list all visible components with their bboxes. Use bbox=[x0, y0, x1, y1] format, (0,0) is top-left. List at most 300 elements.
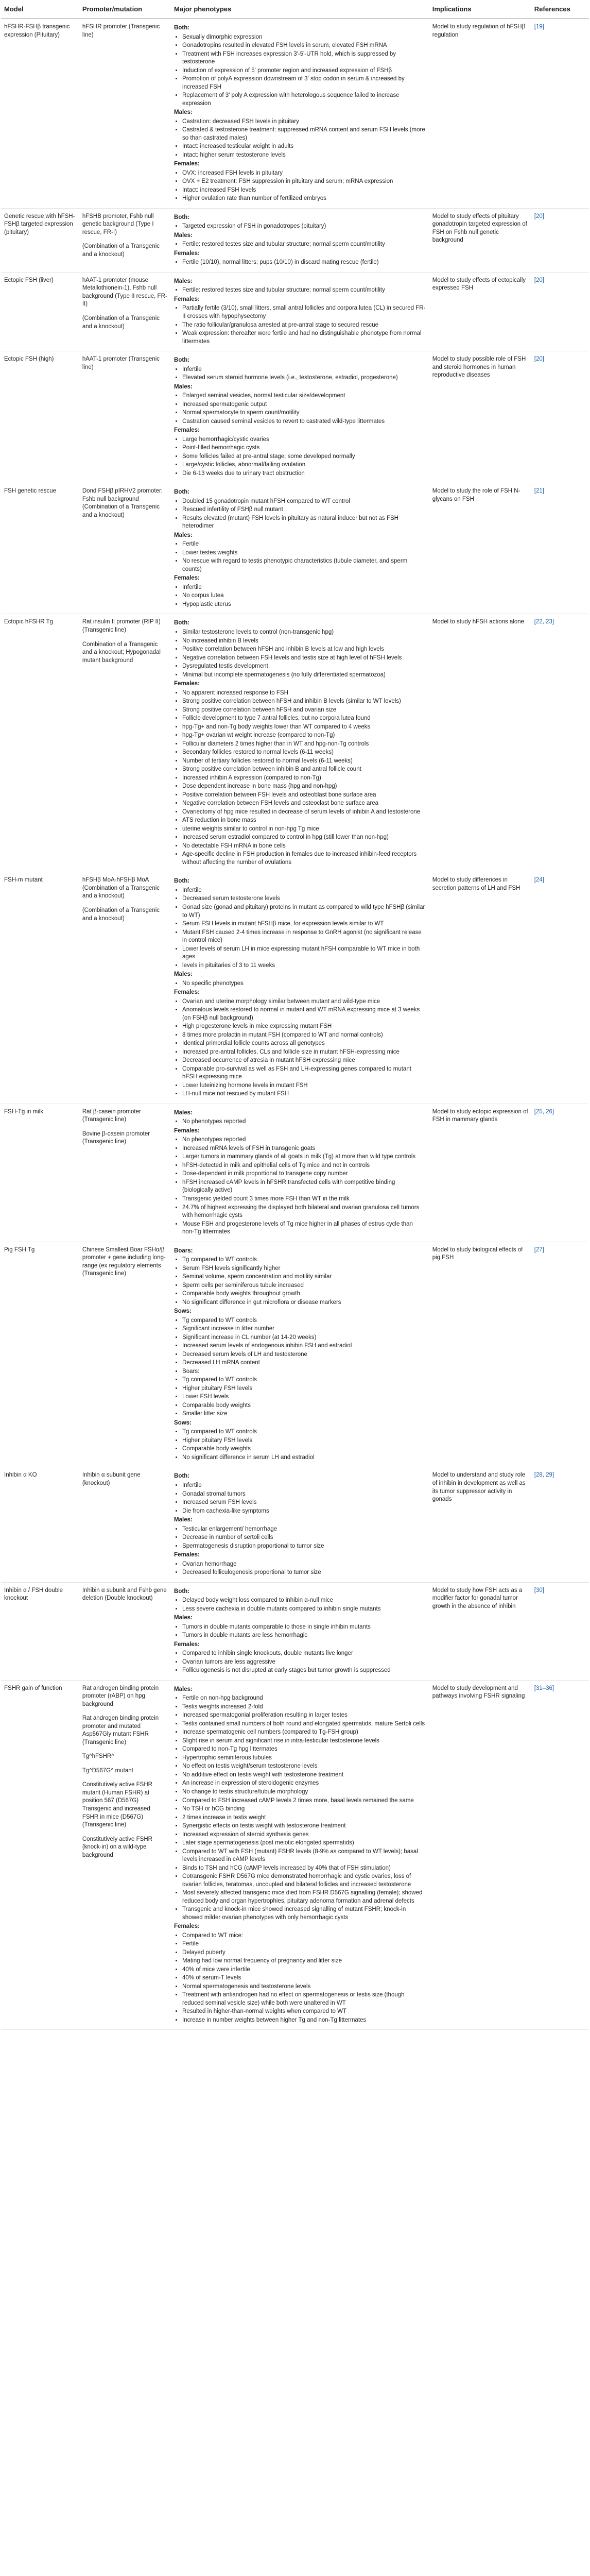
phenotype-list bbox=[182, 259, 426, 267]
list-item: • Rescued infertility of FSHβ null mutant bbox=[182, 506, 426, 514]
reference-link[interactable]: [25, 26] bbox=[534, 1108, 554, 1115]
list-item: • hpg-Tg+ ovarian wt weight increase (compared to non-Tg) bbox=[182, 732, 426, 740]
header-model: Model bbox=[1, 0, 79, 19]
table-row bbox=[1, 872, 589, 1104]
phenotype-list bbox=[182, 629, 426, 679]
phenotype-group-title: Both: bbox=[174, 1473, 190, 1480]
list-item: • Normal spermatogenesis and testosterone levels bbox=[182, 1983, 426, 1991]
table-row bbox=[1, 351, 589, 483]
phenotype-list bbox=[182, 241, 426, 249]
reference-link[interactable]: [30] bbox=[534, 1587, 544, 1594]
list-item: • Point-filled hemorrhagic cysts bbox=[182, 444, 426, 452]
list-item: • Gonadal stromal tumors bbox=[182, 1490, 426, 1499]
phenotype-list bbox=[182, 540, 426, 573]
list-item: • Decreased folliculogenesis proportional to tumor size bbox=[182, 1569, 426, 1577]
reference-link[interactable]: [19] bbox=[534, 24, 544, 30]
list-item: • Intact: increased FSH levels bbox=[182, 187, 426, 195]
phenotype-group-title: Males: bbox=[174, 1517, 193, 1523]
reference-link[interactable]: [20] bbox=[534, 277, 544, 283]
list-item: • Intact: increased testicular weight in adults bbox=[182, 143, 426, 151]
header-implications: Implications bbox=[429, 0, 531, 19]
table-row bbox=[1, 19, 589, 208]
table-row bbox=[1, 1104, 589, 1242]
cell-implications: Model to study development and pathways involving FSHR signaling bbox=[429, 1680, 531, 2030]
list-item: • Treatment with FSH increases expression 3'-5'-UTR hold, which is suppressed by testosterone bbox=[182, 50, 426, 66]
list-item: • Follicular diameters 2 times higher than in WT and hpg-non-Tg controls bbox=[182, 740, 426, 749]
list-item: • Compared to WT mice: bbox=[182, 1932, 426, 1940]
list-item: • Lower FSH levels bbox=[182, 1393, 426, 1401]
list-item: • Lower levels of serum LH in mice expressing mutant hFSH comparable to WT mice in both ages bbox=[182, 945, 426, 961]
reference-link[interactable]: [20] bbox=[534, 356, 544, 363]
promoter-text: Chinese Smallest Boar FSHα/β promoter + gene including long-range (ex regulatory elements (Transgenic line) bbox=[82, 1246, 166, 1277]
phenotype-group-title: Both: bbox=[174, 357, 190, 364]
list-item: • Tumors in double mutants comparable to those in single inhibin mutants bbox=[182, 1623, 426, 1632]
cell-phenotypes bbox=[171, 1582, 429, 1680]
phenotype-list bbox=[182, 887, 426, 970]
cell-references bbox=[531, 1104, 589, 1242]
list-item: • Later stage spermatogenesis (post meiotic elongated spermatids) bbox=[182, 1839, 426, 1848]
cell-phenotypes bbox=[171, 1104, 429, 1242]
promoter-text: hFSHR promoter (Transgenic line) bbox=[82, 24, 160, 38]
list-item: • ATS reduction in bone mass bbox=[182, 817, 426, 825]
phenotype-group-title: Females: bbox=[174, 1641, 200, 1648]
promoter-text: Rat insulin II promoter (RIP II) (Transgenic line) bbox=[82, 619, 161, 633]
list-item: • Some follicles failed at pre-antral stage; some developed normally bbox=[182, 453, 426, 461]
phenotype-group-title: Females: bbox=[174, 1923, 200, 1930]
cell-model: FSH-Tg in milk bbox=[1, 1104, 79, 1242]
list-item: • Targeted expression of FSH in gonadotropes (pituitary) bbox=[182, 223, 426, 231]
list-item: • Results elevated (mutant) FSH levels in pituitary as natural inducer but not as FSH heterodimer bbox=[182, 515, 426, 531]
list-item: • Fertile: restored testes size and tubular structure; normal sperm count/motility bbox=[182, 241, 426, 249]
cell-references bbox=[531, 1582, 589, 1680]
list-item: • Age-specific decline in FSH production in females due to increased inhibin-feed receptors without affecting the number of ovulations bbox=[182, 851, 426, 867]
list-item: • Increased pre-antral follicles, CLs and follicle size in mutant hFSH-expressing mice bbox=[182, 1048, 426, 1057]
list-item: • No significant difference in gut microflora or disease markers bbox=[182, 1299, 426, 1307]
list-item: • Decreased LH mRNA content bbox=[182, 1359, 426, 1367]
cell-promoter bbox=[79, 1582, 171, 1680]
list-item: • Castrated & testosterone treatment: suppressed mRNA content and serum FSH levels (more so than castrated males) bbox=[182, 126, 426, 142]
table-body bbox=[1, 19, 589, 2030]
phenotype-list bbox=[182, 392, 426, 426]
list-item: • Increased spermatogenic output bbox=[182, 401, 426, 409]
phenotype-group-title: Males: bbox=[174, 532, 193, 538]
cell-model: Inhibin α KO bbox=[1, 1467, 79, 1582]
list-item: • Lower testes weights bbox=[182, 549, 426, 557]
list-item: • Infertile bbox=[182, 1482, 426, 1490]
phenotype-list bbox=[182, 1694, 426, 1922]
phenotype-list bbox=[182, 304, 426, 346]
promoter-text: (Combination of a Transgenic and a knockout) bbox=[82, 243, 160, 258]
cell-references bbox=[531, 1680, 589, 2030]
list-item: • No TSH or hCG binding bbox=[182, 1805, 426, 1814]
list-item: • No additive effect on testis weight with testosterone treatment bbox=[182, 1771, 426, 1780]
phenotype-list bbox=[182, 980, 426, 988]
list-item: • The ratio follicular/granulosa arrested at pre-antral stage to secured rescue bbox=[182, 321, 426, 330]
phenotype-list bbox=[182, 1597, 426, 1613]
list-item: • levels in pituitaries of 3 to 11 weeks bbox=[182, 962, 426, 970]
list-item: • Higher pituitary FSH levels bbox=[182, 1385, 426, 1393]
list-item: • Fertile bbox=[182, 540, 426, 549]
reference-link[interactable]: [28, 29] bbox=[534, 1472, 554, 1479]
list-item: • Tg compared to WT controls bbox=[182, 1317, 426, 1325]
phenotype-list bbox=[182, 1317, 426, 1418]
cell-model: FSH-m mutant bbox=[1, 872, 79, 1104]
cell-references bbox=[531, 19, 589, 208]
cell-phenotypes bbox=[171, 872, 429, 1104]
promoter-text: Tg^hFSHR^ bbox=[82, 1753, 114, 1760]
cell-references bbox=[531, 1467, 589, 1582]
list-item: • Fertile: restored testes size and tubular structure; normal sperm count/motility bbox=[182, 286, 426, 295]
reference-link[interactable]: [22, 23] bbox=[534, 619, 554, 625]
phenotype-list bbox=[182, 366, 426, 382]
list-item: • Infertile bbox=[182, 584, 426, 592]
list-item: • Doubled 15 gonadotropin mutant hFSH compared to WT control bbox=[182, 498, 426, 506]
list-item: • Dose dependent increase in bone mass (hpg and non-hpg) bbox=[182, 783, 426, 791]
phenotype-group-title: Males: bbox=[174, 1615, 193, 1621]
list-item: • Infertile bbox=[182, 887, 426, 895]
list-item: • Mutant FSH caused 2-4 times increase in response to GnRH agonist (no significant release in control mice) bbox=[182, 929, 426, 945]
list-item: • Fertile on non-hpg background bbox=[182, 1694, 426, 1703]
list-item: • Binds to TSH and hCG (cAMP levels increased by 40% that of FSH stimulation) bbox=[182, 1865, 426, 1873]
list-item: • Positive correlation between FSH levels and osteoblast bone surface area bbox=[182, 791, 426, 800]
list-item: • Secondary follicles restored to normal levels (6-11 weeks) bbox=[182, 749, 426, 757]
list-item: • Increased serum estradiol compared to control in hpg (still lower than non-hpg) bbox=[182, 834, 426, 842]
promoter-text: hFSHβ MoA-hFSHβ MoA (Combination of a Transgenic and a knockout) bbox=[82, 877, 160, 900]
list-item: • Replacement of 3' poly A expression with heterologous sequence failed to increase expression bbox=[182, 92, 426, 108]
list-item: • OVX: increased FSH levels in pituitary bbox=[182, 170, 426, 178]
table-row bbox=[1, 208, 589, 272]
cell-implications: Model to study the role of FSH N-glycans on FSH bbox=[429, 483, 531, 614]
phenotype-group-title: Females: bbox=[174, 250, 200, 257]
promoter-text: (Combination of a Transgenic and a knockout) bbox=[82, 907, 160, 922]
cell-model: Ectopic FSH (high) bbox=[1, 351, 79, 483]
list-item: • Partially fertile (3/10), small litters, small antral follicles and corpora lutea (CL) in secured FR-II crosses with hypophysectomy bbox=[182, 304, 426, 320]
cell-model: Ectopic hFSHR Tg bbox=[1, 614, 79, 872]
list-item: • Negative correlation between FSH levels and osteoclast bone surface area bbox=[182, 800, 426, 808]
cell-implications: Model to understand and study role of inhibin in development as well as its tumor suppressor activity in gonads bbox=[429, 1467, 531, 1582]
list-item: • Boars: bbox=[182, 1368, 426, 1376]
phenotype-group-title: Females: bbox=[174, 681, 200, 687]
phenotype-list bbox=[182, 1256, 426, 1307]
phenotype-group-title: Males: bbox=[174, 1109, 193, 1116]
list-item: • hFSH-detected in milk and epithelial cells of Tg mice and not in controls bbox=[182, 1162, 426, 1170]
list-item: • Testis contained small numbers of both round and elongated spermatids, mature Sertoli cells bbox=[182, 1720, 426, 1728]
list-item: • Increased serum FSH levels bbox=[182, 1499, 426, 1507]
list-item: • Most severely affected transgenic mice died from FSHR D567G signalling (female); showed reduced body and organ hypertrophies, pituitary adenoma formation and adrenal defects bbox=[182, 1889, 426, 1905]
cell-phenotypes bbox=[171, 351, 429, 483]
list-item: • Smaller litter size bbox=[182, 1410, 426, 1418]
phenotype-group-title: Males: bbox=[174, 1686, 193, 1692]
phenotype-list bbox=[182, 1118, 426, 1126]
list-item: • Decreased serum levels of LH and testosterone bbox=[182, 1351, 426, 1359]
cell-promoter bbox=[79, 272, 171, 351]
list-item: • Dose-dependent in milk proportional to transgene copy number bbox=[182, 1170, 426, 1178]
list-item: • Infertile bbox=[182, 366, 426, 374]
cell-phenotypes bbox=[171, 208, 429, 272]
list-item: • Cotransgenic FSHR D567G mice demonstrated hemorrhagic and cystic ovaries, loss of ovarian follicles, teratomas, uncoupled and bilateral follicles and increased testosterone bbox=[182, 1873, 426, 1889]
list-item: • Strong positive correlation between hFSH and ovarian size bbox=[182, 706, 426, 715]
phenotype-list bbox=[182, 1136, 426, 1236]
list-item: • Dysregulated testis development bbox=[182, 663, 426, 671]
list-item: • Testis weights increased 2-fold bbox=[182, 1703, 426, 1711]
cell-references bbox=[531, 208, 589, 272]
list-item: • Decreased serum testosterone levels bbox=[182, 895, 426, 903]
phenotype-list bbox=[182, 286, 426, 295]
list-item: • Increased expression of steroid synthesis genes bbox=[182, 1831, 426, 1839]
list-item: • Ovariectomy of hpg mice resulted in decrease of serum levels of inhibin A and testosterone bbox=[182, 808, 426, 817]
cell-promoter bbox=[79, 483, 171, 614]
promoter-text: hFSHB promoter, Fshb null genetic background (Type I rescue, FR-I) bbox=[82, 213, 154, 235]
list-item: • Seminal volume, sperm concentration and motility similar bbox=[182, 1273, 426, 1281]
cell-references bbox=[531, 614, 589, 872]
list-item: • Sexually dimorphic expression bbox=[182, 33, 426, 42]
list-item: • No specific phenotypes bbox=[182, 980, 426, 988]
phenotype-group-title: Females: bbox=[174, 1552, 200, 1558]
list-item: • Gonad size (gonad and pituitary) proteins in mutant as compared to wild type hFSHβ (similar to WT) bbox=[182, 904, 426, 920]
list-item: • No detectable FSH mRNA in bone cells bbox=[182, 842, 426, 851]
table-row bbox=[1, 483, 589, 614]
promoter-text: (Combination of a Transgenic and a knockout) bbox=[82, 315, 160, 330]
list-item: • Hypertrophic seminiferous tubules bbox=[182, 1754, 426, 1762]
list-item: • Negative correlation between FSH levels and testis size at high level of hFSH levels bbox=[182, 654, 426, 663]
list-item: • Sperm cells per seminiferous tubule increased bbox=[182, 1282, 426, 1290]
list-item: • Resulted in higher-than-normal weights when compared to WT bbox=[182, 2008, 426, 2016]
phenotype-group-title: Males: bbox=[174, 109, 193, 116]
list-item: • Fertile (10/10), normal litters; pups (10/10) in discard mating rescue (fertile) bbox=[182, 259, 426, 267]
list-item: • Ovarian hemorrhage bbox=[182, 1561, 426, 1569]
list-item: • No change to testis structure/tubule morphology bbox=[182, 1788, 426, 1797]
list-item: • Promotion of polyA expression downstream of 3' stop codon in serum & increased by increased FSH bbox=[182, 75, 426, 91]
phenotype-table bbox=[1, 0, 589, 2030]
list-item: • Compared to non-Tg hpg littermates bbox=[182, 1745, 426, 1754]
list-item: • Increase in number weights between higher Tg and non-Tg littermates bbox=[182, 2016, 426, 2025]
list-item: • Tg compared to WT controls bbox=[182, 1256, 426, 1264]
phenotype-list bbox=[182, 118, 426, 160]
list-item: • Strong positive correlation between hFSH and inhibin B levels (similar to WT levels) bbox=[182, 698, 426, 706]
list-item: • Comparable body weights bbox=[182, 1402, 426, 1410]
list-item: • Weak expression: thereafter were fertile and had no distinguishable phenotype from normal littermates bbox=[182, 330, 426, 346]
list-item: • Increased spermatogonial proliferation resulting in larger testes bbox=[182, 1711, 426, 1720]
list-item: • Large hemorrhagic/cystic ovaries bbox=[182, 436, 426, 444]
list-item: • Serum FSH levels significantly higher bbox=[182, 1265, 426, 1273]
list-item: • Spermatogenesis disruption proportional to tumor size bbox=[182, 1543, 426, 1551]
cell-references bbox=[531, 872, 589, 1104]
list-item: • Decrease in number of sertoli cells bbox=[182, 1534, 426, 1542]
list-item: • Higher ovulation rate than number of fertilized embryos bbox=[182, 195, 426, 203]
reference-link[interactable]: [24] bbox=[534, 877, 544, 884]
list-item: • Compared to WT with FSH (mutant) FSHR levels (8-9% as compared to WT levels); basal levels increased in cAMP levels bbox=[182, 1848, 426, 1864]
list-item: • Castration: decreased FSH levels in pituitary bbox=[182, 118, 426, 126]
promoter-text: hAAT-1 promoter (Transgenic line) bbox=[82, 356, 160, 370]
list-item: • Castration caused seminal vesicles to revert to castrated wild-type littermates bbox=[182, 418, 426, 426]
cell-implications: Model to study effects of pituitary gonadotropin targeted expression of FSH on Fshb null genetic background bbox=[429, 208, 531, 272]
cell-model: FSH genetic rescue bbox=[1, 483, 79, 614]
phenotype-group-title: Males: bbox=[174, 278, 193, 284]
phenotype-group-title: Both: bbox=[174, 214, 190, 221]
cell-phenotypes bbox=[171, 483, 429, 614]
promoter-text: Constitutively active FSHR (knock-in) on a wild-type background bbox=[82, 1836, 152, 1858]
cell-model: Genetic rescue with hFSH-FSHβ targeted expression (pituitary) bbox=[1, 208, 79, 272]
list-item: • No effect on testis weight/serum testosterone levels bbox=[182, 1762, 426, 1771]
phenotype-list bbox=[182, 1526, 426, 1551]
list-item: • Compared to FSH increased cAMP levels 2 times more, basal levels remained the same bbox=[182, 1797, 426, 1805]
list-item: • No rescue with regard to testis phenotypic characteristics (tubule diameter, and sperm counts) bbox=[182, 557, 426, 573]
promoter-text: Dond FSHβ pIRHV2 promoter; Fshb null background (Combination of a Transgenic and a knockout) bbox=[82, 488, 163, 518]
list-item: • 8 times more prolactin in mutant FSH (compared to WT and normal controls) bbox=[182, 1031, 426, 1040]
cell-model: FSHR gain of function bbox=[1, 1680, 79, 2030]
cell-phenotypes bbox=[171, 614, 429, 872]
list-item: • uterine weights similar to control in non-hpg Tg mice bbox=[182, 825, 426, 834]
header-phenotypes: Major phenotypes bbox=[171, 0, 429, 19]
phenotype-group-title: Males: bbox=[174, 232, 193, 239]
list-item: • Serum FSH levels in mutant hFSHβ mice, for expression levels similar to WT bbox=[182, 920, 426, 928]
promoter-text: Bovine β-casein promoter (Transgenic line) bbox=[82, 1130, 150, 1145]
list-item: • Decreased occurrence of atresia in mutant hFSH expressing mice bbox=[182, 1057, 426, 1065]
list-item: • No apparent increased response to FSH bbox=[182, 689, 426, 698]
table-row bbox=[1, 614, 589, 872]
reference-link[interactable]: [31–36] bbox=[534, 1685, 554, 1691]
list-item: • Significant increase in litter number bbox=[182, 1325, 426, 1333]
phenotype-group-title: Sows: bbox=[174, 1419, 192, 1426]
list-item: • Ovarian and uterine morphology similar between mutant and wild-type mice bbox=[182, 998, 426, 1006]
cell-promoter bbox=[79, 351, 171, 483]
list-item: • Similar testosterone levels to control (non-transgenic hpg) bbox=[182, 629, 426, 637]
phenotype-group-title: Females: bbox=[174, 296, 200, 302]
table-row bbox=[1, 1582, 589, 1680]
header-references: References bbox=[531, 0, 589, 19]
phenotype-group-title: Both: bbox=[174, 25, 190, 31]
phenotype-list bbox=[182, 1482, 426, 1515]
phenotype-list bbox=[182, 584, 426, 609]
list-item: • Less severe cachexia in double mutants compared to inhibin single mutants bbox=[182, 1605, 426, 1614]
phenotype-list bbox=[182, 436, 426, 478]
promoter-text: Rat androgen binding protein promoter (rABP) on hpg background bbox=[82, 1685, 159, 1707]
cell-promoter bbox=[79, 1104, 171, 1242]
list-item: • Minimal but incomplete spermatogenesis (no fully differentiated spermatozoa) bbox=[182, 671, 426, 680]
list-item: • Die from cachexia-like symptoms bbox=[182, 1507, 426, 1516]
cell-promoter bbox=[79, 614, 171, 872]
cell-phenotypes bbox=[171, 272, 429, 351]
table-row bbox=[1, 1242, 589, 1467]
reference-link[interactable]: [27] bbox=[534, 1246, 544, 1253]
phenotype-list bbox=[182, 1932, 426, 2025]
list-item: • Delayed body weight loss compared to inhibin α-null mice bbox=[182, 1597, 426, 1605]
list-item: • Testicular enlargement/ hemorrhage bbox=[182, 1526, 426, 1534]
reference-link[interactable]: [21] bbox=[534, 488, 544, 495]
list-item: • No increased inhibin B levels bbox=[182, 637, 426, 646]
promoter-text: Combination of a Transgenic and a knockout; Hypogonadal mutant background bbox=[82, 641, 161, 664]
phenotype-list bbox=[182, 33, 426, 108]
list-item: • Hypoplastic uterus bbox=[182, 601, 426, 609]
phenotype-group-title: Both: bbox=[174, 878, 190, 885]
cell-promoter bbox=[79, 19, 171, 208]
list-item: • Tumors in double mutants are less hemorrhagic bbox=[182, 1632, 426, 1640]
list-item: • Comparable body weights bbox=[182, 1445, 426, 1453]
list-item: • Comparable pro-survival as well as FSH and LH-expressing genes compared to mutant hFSH expressing mice bbox=[182, 1065, 426, 1081]
table-row bbox=[1, 1680, 589, 2030]
list-item: • Comparable body weights throughout growth bbox=[182, 1290, 426, 1298]
cell-implications: Model to study ectopic expression of FSH in mammary glands bbox=[429, 1104, 531, 1242]
list-item: • High progesterone levels in mice expressing mutant FSH bbox=[182, 1023, 426, 1031]
cell-promoter bbox=[79, 1680, 171, 2030]
phenotype-group-title: Females: bbox=[174, 1127, 200, 1134]
list-item: • Follicle development to type 7 antral follicles, but no corpora lutea found bbox=[182, 715, 426, 723]
promoter-text: hAAT-1 promoter (mouse Metallothionein-1), Fshb null background (Type II rescue, FR-II) bbox=[82, 277, 167, 308]
list-item: • Lower luteinizing hormone levels in mutant FSH bbox=[182, 1082, 426, 1090]
list-item: • Die 6-13 weeks due to urinary tract obstruction bbox=[182, 470, 426, 478]
list-item: • No phenotypes reported bbox=[182, 1118, 426, 1126]
cell-phenotypes bbox=[171, 19, 429, 208]
list-item: • An increase in expression of steroidogenic enzymes bbox=[182, 1780, 426, 1788]
list-item: • LH-null mice not rescued by mutant FSH bbox=[182, 1090, 426, 1098]
promoter-text: Rat androgen binding protein promoter and mutated Asp567Gly mutant FSHR (Transgenic line) bbox=[82, 1715, 159, 1745]
table-header-row bbox=[1, 0, 589, 19]
list-item: • Slight rise in serum and significant rise in intra-testicular testosterone levels bbox=[182, 1737, 426, 1745]
promoter-text: Inhibin α subunit gene (knockout) bbox=[82, 1472, 141, 1486]
phenotype-group-title: Males: bbox=[174, 971, 193, 978]
list-item: • Intact: higher serum testosterone levels bbox=[182, 151, 426, 160]
cell-references bbox=[531, 272, 589, 351]
cell-implications: Model to study effects of ectopically expressed FSH bbox=[429, 272, 531, 351]
cell-phenotypes bbox=[171, 1467, 429, 1582]
cell-model: Inhibin α / FSH double knockout bbox=[1, 1582, 79, 1680]
cell-promoter bbox=[79, 872, 171, 1104]
cell-implications: Model to study possible role of FSH and steroid hormones in human reproductive diseases bbox=[429, 351, 531, 483]
list-item: • Normal spermatocyte to sperm count/motility bbox=[182, 409, 426, 417]
list-item: • Ovarian tumors are less aggressive bbox=[182, 1658, 426, 1667]
cell-implications: Model to study regulation of hFSHβ regulation bbox=[429, 19, 531, 208]
list-item: • Identical primordial follicle counts across all genotypes bbox=[182, 1040, 426, 1048]
list-item: • Significant increase in CL number (at 14-20 weeks) bbox=[182, 1334, 426, 1342]
list-item: • Large/cystic follicles, abnormal/failing ovulation bbox=[182, 461, 426, 469]
reference-link[interactable]: [20] bbox=[534, 213, 544, 219]
phenotype-group-title: Males: bbox=[174, 383, 193, 390]
cell-implications: Model to study differences in secretion patterns of LH and FSH bbox=[429, 872, 531, 1104]
list-item: • Increased inhibin A expression (compared to non-Tg) bbox=[182, 774, 426, 783]
cell-implications: Model to study hFSH actions alone bbox=[429, 614, 531, 872]
list-item: • No corpus lutea bbox=[182, 592, 426, 600]
cell-references bbox=[531, 1242, 589, 1467]
list-item: • Strong positive correlation between inhibin B and antral follicle count bbox=[182, 766, 426, 774]
list-item: • Increased mRNA levels of FSH in transgenic goats bbox=[182, 1145, 426, 1153]
phenotype-list bbox=[182, 170, 426, 203]
cell-references bbox=[531, 483, 589, 614]
list-item: • Synergistic effects on testis weight with testosterone treatment bbox=[182, 1822, 426, 1831]
cell-references bbox=[531, 351, 589, 483]
promoter-text: Tg^D567G^ mutant bbox=[82, 1767, 133, 1774]
phenotype-list bbox=[182, 1650, 426, 1675]
phenotype-list bbox=[182, 1561, 426, 1577]
list-item: • Delayed puberty bbox=[182, 1949, 426, 1957]
phenotype-group-title: Both: bbox=[174, 1588, 190, 1595]
phenotype-list bbox=[182, 998, 426, 1098]
list-item: • 40% of serum-T levels bbox=[182, 1974, 426, 1982]
list-item: • Number of tertiary follicles restored to normal levels (6-11 weeks) bbox=[182, 757, 426, 766]
list-item: • No significant difference in serum LH and estradiol bbox=[182, 1454, 426, 1462]
phenotype-group-title: Females: bbox=[174, 575, 200, 582]
phenotype-group-title: Both: bbox=[174, 489, 190, 496]
list-item: • Gonadotropins resulted in elevated FSH levels in serum, elevated FSH mRNA bbox=[182, 42, 426, 50]
cell-model: hFSHR-FSHβ transgenic expression (Pituitary) bbox=[1, 19, 79, 208]
list-item: • Transgenic yielded count 3 times more FSH than WT in the milk bbox=[182, 1195, 426, 1204]
list-item: • Induction of expression of 5' promoter region and increased expression of FSHβ bbox=[182, 67, 426, 75]
list-item: • hFSH increased cAMP levels in hFSHR transfected cells with competitive binding (biologically active) bbox=[182, 1179, 426, 1195]
list-item: • Positive correlation between hFSH and inhibin B levels at low and high levels bbox=[182, 646, 426, 654]
phenotype-group-title: Boars: bbox=[174, 1247, 193, 1254]
list-item: • Elevated serum steroid hormone levels (i.e., testosterone, estradiol, progesterone) bbox=[182, 374, 426, 382]
list-item: • Treatment with antiandrogen had no effect on spermatogenesis or testis size (though reduced seminal vesicle size) while both were unaltered in WT bbox=[182, 1991, 426, 2007]
list-item: • Mouse FSH and progesterone levels of Tg mice higher in all phases of estrus cycle than non-Tg littermates bbox=[182, 1221, 426, 1236]
